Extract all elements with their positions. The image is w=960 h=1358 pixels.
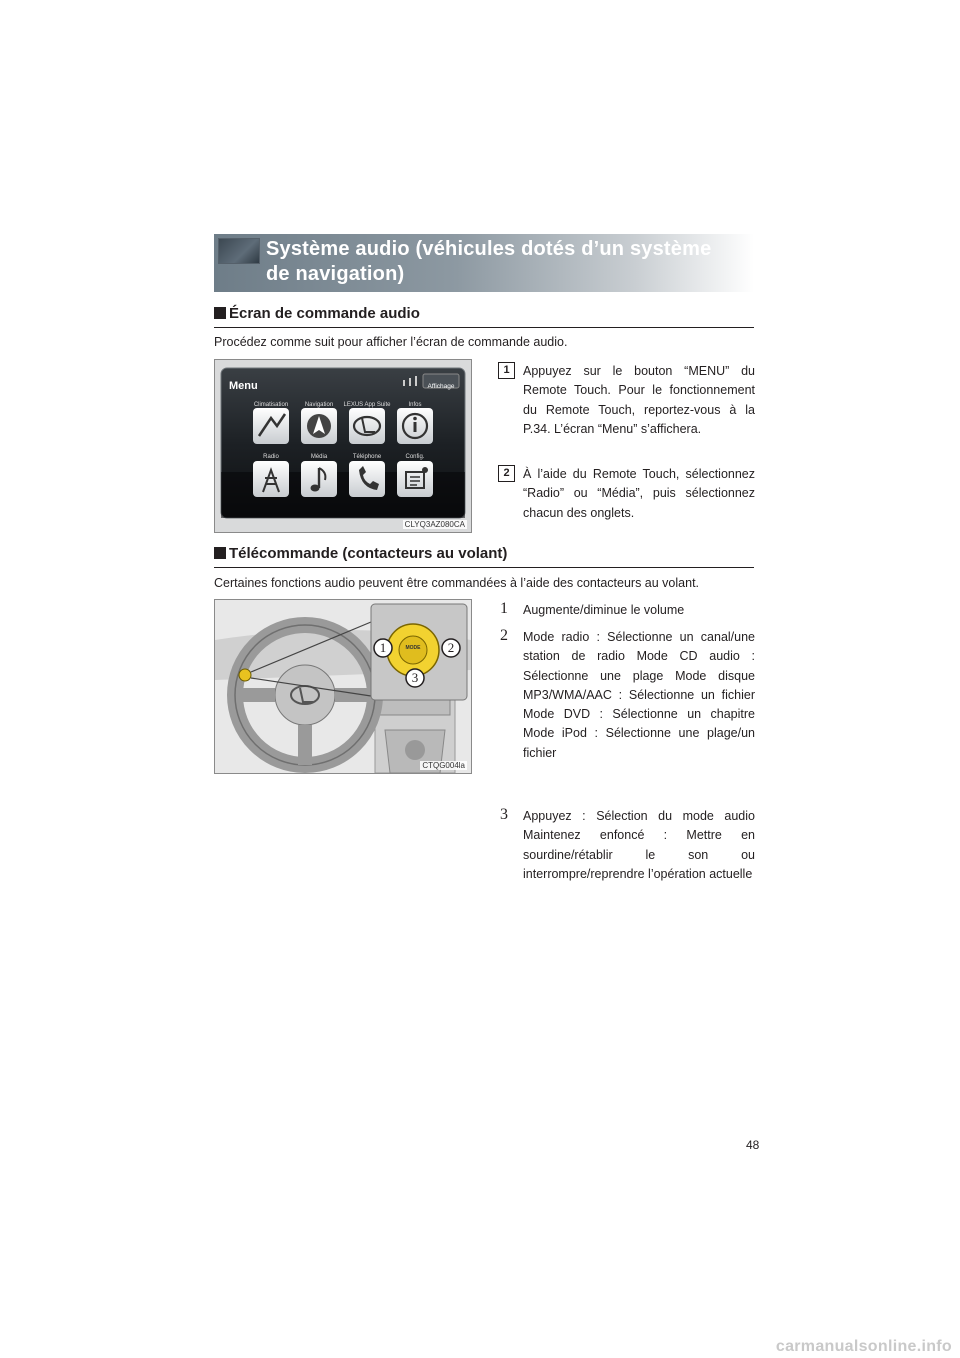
heading-rule	[214, 327, 754, 328]
menu-tile-media-icon	[301, 461, 337, 497]
tile-label-radio: Radio	[263, 454, 279, 460]
menu-tile-navigation-icon	[301, 408, 337, 444]
callout-3: 3	[411, 670, 419, 685]
callout-1: 1	[379, 640, 387, 655]
tile-label-climate: Climatisation	[253, 402, 289, 408]
section-title: Système audio (véhicules dotés d’un système de navigation)	[266, 238, 712, 285]
remote-heading: Télécommande (contacteurs au volant)	[214, 545, 507, 562]
steering-wheel-illustration	[215, 600, 471, 773]
footer	[0, 1336, 960, 1358]
tile-label-navigation: Navigation	[304, 402, 334, 408]
display-button: Affichage	[427, 383, 455, 390]
item-text: Appuyez : Sélection du mode audio Maintenez enfoncé : Mettre en sourdine/rétablir le son ou interrompre/reprendre l’opération actuelle	[523, 809, 755, 881]
step-number: 2	[498, 465, 515, 482]
tile-label-lexus-app: LEXUS App Suite	[343, 402, 391, 408]
menu-tile-climate-icon	[253, 408, 289, 444]
square-bullet-icon	[214, 307, 226, 319]
menu-screen-figure	[214, 359, 472, 533]
menu-tile-settings-icon	[397, 461, 433, 497]
audio-screen-heading: Écran de commande audio	[214, 305, 420, 322]
item-number: 2	[500, 627, 508, 644]
step-number: 1	[498, 362, 515, 379]
figure-code: CTQG004la	[422, 761, 465, 770]
figure-code: CLYQ3AZ080CA	[404, 520, 465, 529]
square-bullet-icon	[214, 547, 226, 559]
tile-label-phone: Téléphone	[352, 454, 382, 460]
menu-tile-lexus-icon	[349, 408, 385, 444]
menu-tile-info-icon	[397, 408, 433, 444]
menu-tile-phone-icon	[349, 461, 385, 497]
footer-watermark: carmanualsonline.info	[775, 1338, 952, 1355]
menu-tile-radio-icon	[253, 461, 289, 497]
item-number: 3	[500, 806, 508, 823]
tile-label-media: Média	[310, 454, 328, 460]
callout-2: 2	[447, 640, 455, 655]
audio-screen-intro: Procédez comme suit pour afficher l’écran de commande audio.	[214, 335, 568, 349]
steering-wheel-figure	[214, 599, 472, 774]
tile-label-info: Infos	[408, 402, 422, 408]
item-number: 1	[500, 600, 508, 617]
remote-intro: Certaines fonctions audio peuvent être commandées à l’aide des contacteurs au volant.	[214, 576, 700, 590]
item-text: Augmente/diminue le volume	[523, 603, 685, 617]
heading-rule	[214, 567, 754, 568]
banner-thumbnail	[218, 238, 260, 264]
tile-label-settings: Config.	[405, 454, 425, 460]
page-number: 48	[746, 1138, 760, 1152]
item-text: Mode radio : Sélectionne un canal/une station de radio Mode CD audio : Sélectionne une plage Mode disque MP3/WMA/AAC : Sélectionne un fichier Mode DVD : Sélectionne un chapitre Mode iPod : Sélectionne une plage/un fichier	[523, 630, 755, 760]
step-text: Appuyez sur le bouton “MENU” du Remote Touch. Pour le fonctionnement du Remote Touch, reportez-vous à la P.34. L’écran “Menu” s’affichera.	[523, 364, 755, 436]
menu-title: Menu	[229, 380, 258, 392]
step-text: À l’aide du Remote Touch, sélectionnez “Radio” ou “Média”, puis sélectionnez chacun des onglets.	[523, 467, 755, 520]
mode-button: MODE	[405, 645, 421, 651]
